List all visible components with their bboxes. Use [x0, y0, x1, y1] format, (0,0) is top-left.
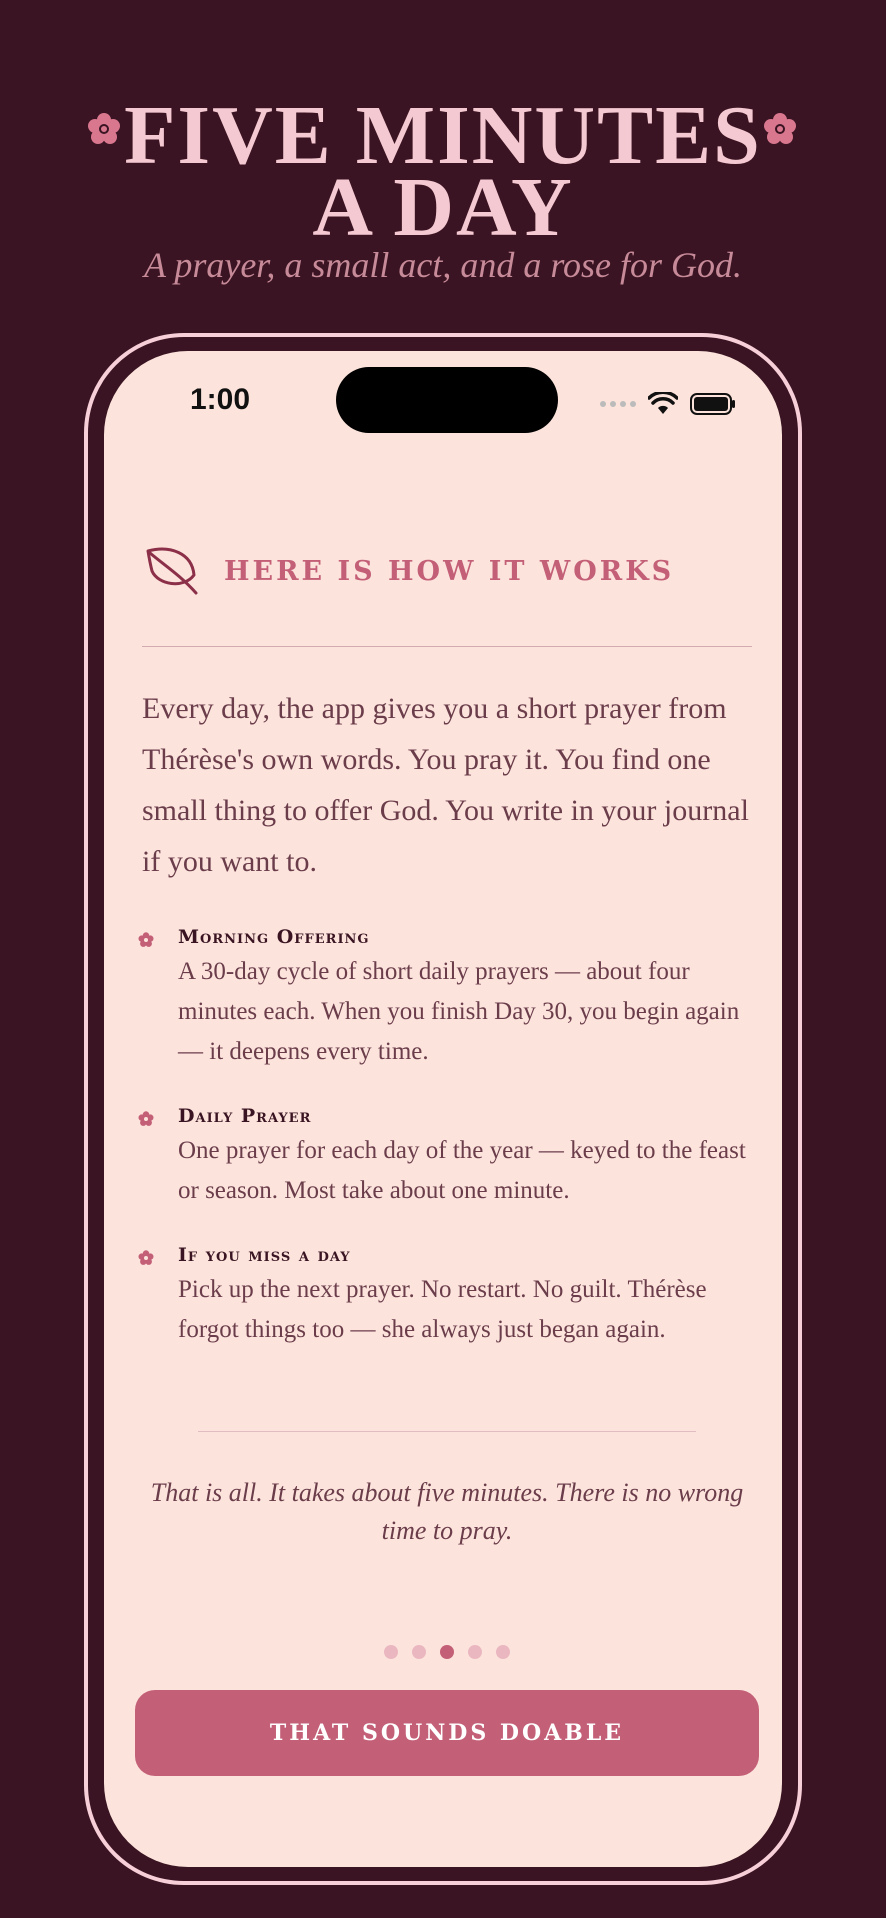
phone-screen	[104, 351, 782, 1867]
status-icons	[600, 391, 736, 417]
intro-text: Every day, the app gives you a short prayer from Thérèse's own words. You pray it. You find one small thing to offer God. You write in your journal if you want to.	[142, 692, 749, 878]
page-indicator	[384, 1645, 510, 1659]
dynamic-island	[336, 367, 558, 433]
feature-description: Pick up the next prayer. No restart. No guilt. Thérèse forgot things too — she always just began again.	[178, 1276, 707, 1343]
flower-icon	[763, 112, 797, 146]
page-dot[interactable]	[496, 1645, 510, 1659]
hero-title-line1: FIVE MINUTES	[124, 89, 762, 182]
divider	[198, 1431, 696, 1432]
phone-bezel	[88, 337, 798, 1881]
page-dot[interactable]	[412, 1645, 426, 1659]
leaf-icon	[144, 545, 200, 597]
closing-text: That is all. It takes about five minutes. There is no wrong time to pray.	[150, 1478, 744, 1545]
feature-description: One prayer for each day of the year — keyed to the feast or season. Most take about one minute.	[178, 1137, 746, 1204]
section-header	[144, 545, 674, 597]
page-dot[interactable]	[468, 1645, 482, 1659]
section-title: HERE IS HOW IT WORKS	[224, 555, 675, 587]
battery-icon	[690, 392, 736, 416]
continue-button[interactable]: THAT SOUNDS DOABLE	[135, 1690, 759, 1776]
signal-icon	[600, 401, 636, 407]
page-dot[interactable]	[384, 1645, 398, 1659]
hero-title-line2: A DAY	[312, 161, 574, 254]
feature-description: A 30-day cycle of short daily prayers — about four minutes each. When you finish Day 30, you begin again — it deepens every time.	[178, 958, 740, 1065]
wifi-icon	[648, 392, 678, 416]
divider	[142, 646, 752, 647]
phone-frame	[84, 333, 802, 1885]
status-time: 1:00	[190, 383, 251, 416]
page-dot-active[interactable]	[440, 1645, 454, 1659]
flower-bullet-icon	[138, 1250, 154, 1266]
flower-bullet-icon	[138, 932, 154, 948]
feature-title: If you miss a day	[178, 1244, 351, 1266]
feature-title: Daily Prayer	[178, 1105, 312, 1127]
flower-bullet-icon	[138, 1111, 154, 1127]
hero-subtitle: A prayer, a small act, and a rose for God.	[144, 245, 742, 285]
feature-title: Morning Offering	[178, 926, 370, 948]
